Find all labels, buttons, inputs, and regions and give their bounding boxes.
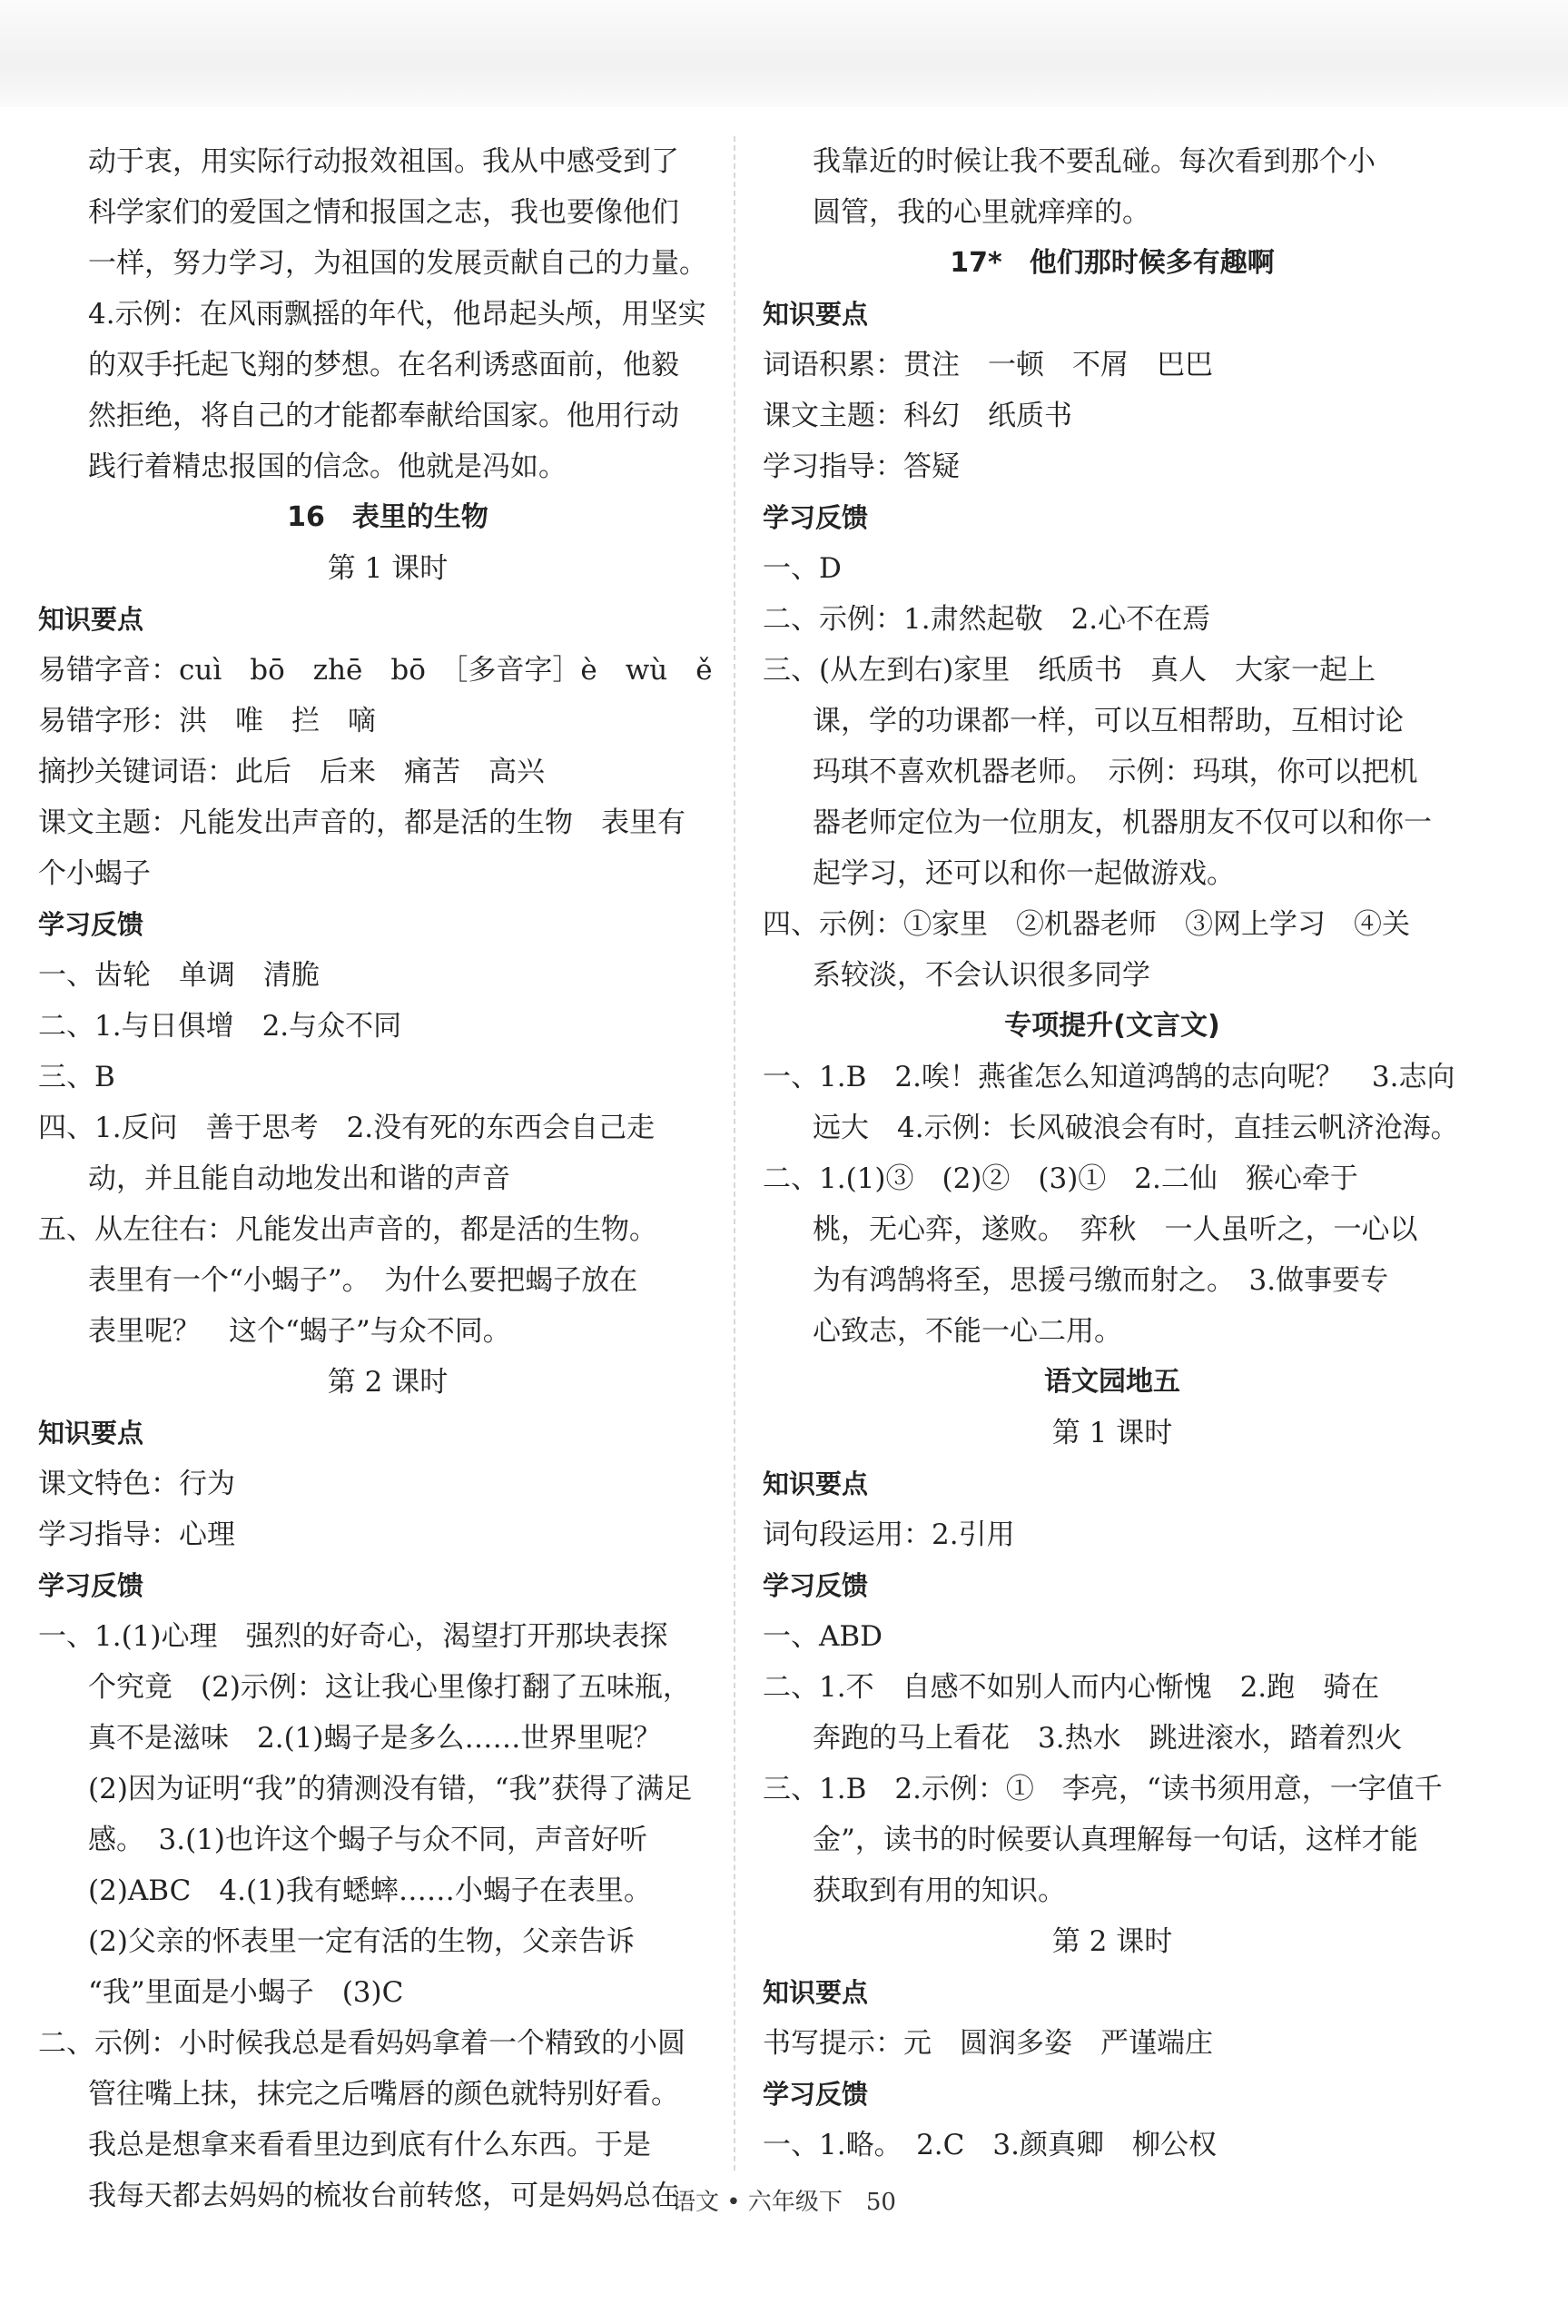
class-period-title: 第 2 课时 xyxy=(1051,1925,1173,1958)
text-line: 然拒绝，将自己的才能都奉献给国家。他用行动 xyxy=(88,400,679,432)
text-line: 学习指导：答疑 xyxy=(763,450,960,483)
garden-title: 语文园地五 xyxy=(1044,1366,1180,1398)
text-line: 二、1.与日俱增 2.与众不同 xyxy=(38,1010,402,1043)
text-line: 玛琪不喜欢机器老师。 示例：玛琪，你可以把机 xyxy=(813,756,1418,788)
text-line: 四、示例：①家里 ②机器老师 ③网上学习 ④关 xyxy=(763,908,1410,941)
right-column xyxy=(763,136,1462,2171)
section-heading: 知识要点 xyxy=(38,604,144,635)
text-line: 一、齿轮 单调 清脆 xyxy=(38,959,320,992)
lesson-title: 16 表里的生物 xyxy=(287,501,488,533)
section-heading: 知识要点 xyxy=(763,1469,869,1499)
text-line: (2)因为证明“我”的猜测没有错，“我”获得了满足 xyxy=(88,1773,693,1805)
text-line: 践行着精忠报国的信念。他就是冯如。 xyxy=(88,450,567,483)
text-line: 管往嘴上抹，抹完之后嘴唇的颜色就特别好看。 xyxy=(88,2078,679,2111)
text-line: 心致志，不能一心二用。 xyxy=(813,1315,1122,1348)
text-line: (2)父亲的怀表里一定有活的生物，父亲告诉 xyxy=(88,1925,635,1958)
section-heading: 知识要点 xyxy=(763,299,869,330)
text-line: 个究竟 (2)示例：这让我心里像打翻了五味瓶， xyxy=(88,1671,691,1704)
text-line: 动于衷，用实际行动报效祖国。我从中感受到了 xyxy=(88,145,679,178)
text-line: 系较淡，不会认识很多同学 xyxy=(813,959,1150,992)
text-line: 学习指导：心理 xyxy=(38,1518,235,1551)
text-line: 书写提示：元 圆润多姿 严谨端庄 xyxy=(763,2027,1213,2060)
top-band xyxy=(0,0,1568,107)
class-period-title: 第 1 课时 xyxy=(1051,1417,1173,1449)
text-line: 课文特色：行为 xyxy=(38,1468,235,1500)
text-line: 易错字形：洪 唯 拦 嘀 xyxy=(38,705,376,737)
section-heading: 学习反馈 xyxy=(38,909,144,940)
text-line: 我靠近的时候让我不要乱碰。每次看到那个小 xyxy=(813,145,1376,178)
text-line: 课文主题：凡能发出声音的，都是活的生物 表里有 xyxy=(38,806,685,839)
text-line: 奔跑的马上看花 3.热水 跳进滚水，踏着烈火 xyxy=(813,1722,1403,1755)
text-line: 二、1.(1)③ (2)② (3)① 2.二仙 猴心牵于 xyxy=(763,1162,1358,1195)
text-line: 词句段运用：2.引用 xyxy=(763,1518,1015,1551)
text-line: 圆管，我的心里就痒痒的。 xyxy=(813,196,1150,229)
class-period-title: 第 2 课时 xyxy=(327,1366,449,1399)
text-line: 金”，读书的时候要认真理解每一句话，这样才能 xyxy=(813,1824,1418,1856)
text-line: 五、从左往右：凡能发出声音的，都是活的生物。 xyxy=(38,1213,657,1246)
text-line: 真不是滋味 2.(1)蝎子是多么……世界里呢？ xyxy=(88,1722,662,1755)
text-line: 桃，无心弈，遂败。 弈秋 一人虽听之，一心以 xyxy=(813,1213,1418,1246)
text-line: 易错字音：cuì bō zhē bō ［多音字］è wù ě xyxy=(38,654,713,687)
section-heading: 学习反馈 xyxy=(763,1570,869,1601)
text-line: 一样，努力学习，为祖国的发展贡献自己的力量。 xyxy=(88,247,707,280)
section-heading: 学习反馈 xyxy=(763,2079,869,2110)
text-line: 一、1.(1)心理 强烈的好奇心，渴望打开那块表探 xyxy=(38,1620,668,1653)
text-line: 远大 4.示例：长风破浪会有时，直挂云帆济沧海。 xyxy=(813,1112,1459,1144)
text-line: 动，并且能自动地发出和谐的声音 xyxy=(88,1162,510,1195)
text-line: 4.示例：在风雨飘摇的年代，他昂起头颅，用坚实 xyxy=(88,298,706,331)
class-period-title: 第 1 课时 xyxy=(327,552,449,585)
text-line: 为有鸿鹄将至，思援弓缴而射之。 3.做事要专 xyxy=(813,1264,1389,1297)
text-line: 一、D xyxy=(763,552,842,585)
text-line: 起学习，还可以和你一起做游戏。 xyxy=(813,857,1235,890)
text-line: 二、示例：1.肃然起敬 2.心不在焉 xyxy=(763,603,1211,636)
text-line: 二、1.不 自感不如别人而内心惭愧 2.跑 骑在 xyxy=(763,1671,1380,1704)
section-heading: 知识要点 xyxy=(38,1418,144,1449)
text-line: 三、1.B 2.示例：① 李亮，“读书须用意，一字值千 xyxy=(763,1773,1443,1805)
text-line: 一、ABD xyxy=(763,1620,883,1653)
text-line: 四、1.反问 善于思考 2.没有死的东西会自己走 xyxy=(38,1112,656,1144)
column-divider xyxy=(734,136,735,2171)
text-line: 课，学的功课都一样，可以互相帮助，互相讨论 xyxy=(813,705,1404,737)
text-line: 一、1.略。 2.C 3.颜真卿 柳公权 xyxy=(763,2129,1217,2161)
text-line: 表里呢？ 这个“蝎子”与众不同。 xyxy=(88,1315,511,1348)
text-line: 三、(从左到右)家里 纸质书 真人 大家一起上 xyxy=(763,654,1376,687)
section-heading: 学习反馈 xyxy=(38,1570,144,1601)
page-footer: 语文 • 六年级下 50 xyxy=(672,2189,896,2216)
text-line: 词语积累：贯注 一顿 不屑 巴巴 xyxy=(763,349,1213,381)
text-line: 一、1.B 2.唉！燕雀怎么知道鸿鹄的志向呢？ 3.志向 xyxy=(763,1061,1455,1093)
text-line: 科学家们的爱国之情和报国之志，我也要像他们 xyxy=(88,196,679,229)
text-line: 个小蝎子 xyxy=(38,857,151,890)
text-line: 三、B xyxy=(38,1061,115,1093)
special-section-title: 专项提升(文言文) xyxy=(1004,1010,1220,1042)
text-line: 我每天都去妈妈的梳妆台前转悠，可是妈妈总在 xyxy=(88,2180,679,2212)
lesson-title: 17* 他们那时候多有趣啊 xyxy=(950,247,1275,279)
text-line: 感。 3.(1)也许这个蝎子与众不同，声音好听 xyxy=(88,1824,647,1856)
text-line: 的双手托起飞翔的梦想。在名利诱惑面前，他毅 xyxy=(88,349,679,381)
text-line: 表里有一个“小蝎子”。 为什么要把蝎子放在 xyxy=(88,1264,638,1297)
text-line: 二、示例：小时候我总是看妈妈拿着一个精致的小圆 xyxy=(38,2027,685,2060)
text-line: 摘抄关键词语：此后 后来 痛苦 高兴 xyxy=(38,756,545,788)
text-line: 课文主题：科幻 纸质书 xyxy=(763,400,1072,432)
section-heading: 知识要点 xyxy=(763,1977,869,2008)
text-line: 器老师定位为一位朋友，机器朋友不仅可以和你一 xyxy=(813,806,1432,839)
text-line: “我”里面是小蝎子 (3)C xyxy=(88,1976,404,2009)
left-column xyxy=(38,136,737,2221)
text-line: 获取到有用的知识。 xyxy=(813,1874,1066,1907)
text-line: 我总是想拿来看看里边到底有什么东西。于是 xyxy=(88,2129,651,2161)
section-heading: 学习反馈 xyxy=(763,502,869,533)
text-line: (2)ABC 4.(1)我有蟋蟀……小蝎子在表里。 xyxy=(88,1874,652,1907)
